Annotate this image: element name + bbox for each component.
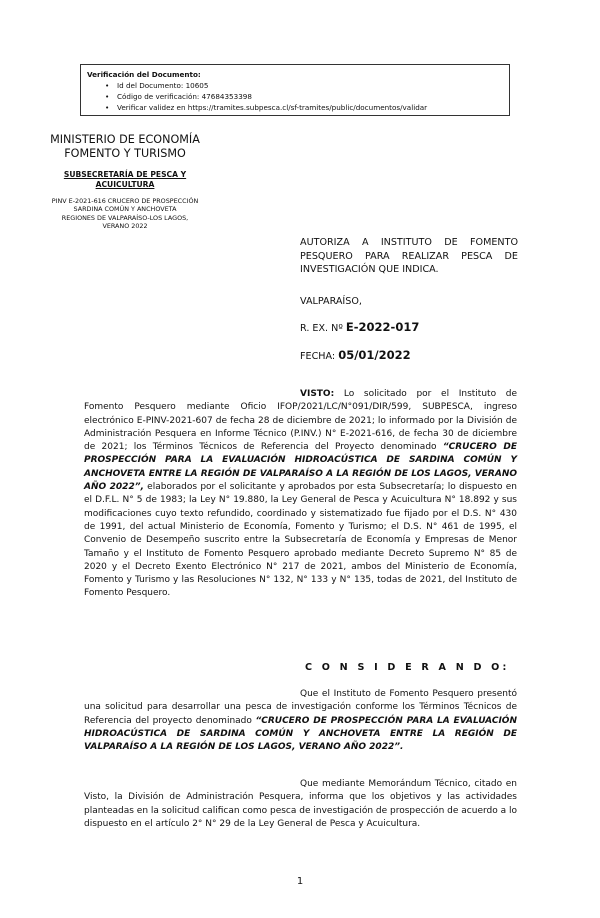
visto-text-a: Lo solicitado por el Instituto de Fomento Pesquero mediante Oficio IFOP/2021/LC/N°091/DIR/599, SUBPESCA, ingreso electrónico E-PINV-2021-607 de fecha 28 de diciembre de 2021; lo informado por la División de Administración Pesquera en Informe Técnico (P.INV.) N° E-2021-616, de fecha 30 de diciembre de 2021; los Términos Técnicos de Referencia del Proyecto denominado: [84, 389, 517, 453]
pinv-line: PINV E-2021-616 CRUCERO DE PROSPECCIÓN: [51, 197, 199, 205]
visto-text-b: elaborados por el solicitante y aprobados por esta Subsecretaría; lo dispuesto en el D.F.L. N° 5 de 1983; la Ley N° 19.880, la Ley General de Pesca y Acuicultura N° 18.892 y sus modificaciones cuyo texto refundido, coordinado y sistematizado fue fijado por el D.S. N° 430 de 1991, del actual Ministerio de Economía, Fomento y Turismo; el D.S. N° 461 de 1995, el Convenio de Desempeño suscrito entre la Subsecretaría de Economía y Empresas de Menor Tamaño y el Instituto de Fomento Pesquero aprobado mediante Decreto Supremo N° 85 de 2020 y el Decreto Exento Electrónico N° 217 de 2021, ambos del Ministerio de Economía, Fomento y Turismo y las Resoluciones N° 132, N° 133 y N° 135, todas de 2021, del Instituto de Fomento Pesquero.: [84, 482, 518, 599]
verification-url[interactable]: • Verificar validez en https://tramites.subpesca.cl/sf-tramites/public/documentos/validar: [117, 102, 503, 113]
pinv-line: REGIONES DE VALPARAÍSO-LOS LAGOS,: [61, 213, 189, 222]
subsecretaria-line-1: SUBSECRETARÍA DE PESCA Y: [63, 170, 187, 179]
rex-label: R. EX. Nº: [300, 323, 343, 334]
considerando-1-project-title: “CRUCERO DE PROSPECCIÓN PARA LA EVALUACIÓN HIDROACÚSTICA DE SARDINA COMÚN Y ANCHOVETA ENTRE LA REGIÓN DE VALPARAÍSO A LA REGIÓN DE LOS LAGOS, VERANO AÑO 2022”.: [84, 715, 517, 753]
resolution-date: [300, 348, 411, 362]
subsecretaria-name: [30, 170, 220, 190]
pinv-reference: [30, 197, 220, 231]
rex-value: E-2022-017: [345, 320, 420, 334]
considerando-paragraph-1: [84, 688, 517, 754]
fecha-value: 05/01/2022: [338, 348, 411, 362]
verification-title: Verificación del Documento:: [87, 70, 201, 79]
visto-project-title: “CRUCERO DE PROSPECCIÓN PARA LA EVALUACIÓN HIDROACÚSTICA DE SARDINA COMÚN Y ANCHOVETA ENTRE LA REGIÓN DE VALPARAÍSO A LA REGIÓN DE LOS LAGOS, VERANO AÑO 2022”,: [84, 442, 517, 493]
fecha-label: FECHA:: [300, 351, 336, 362]
resolution-number: [300, 320, 419, 334]
place-label: VALPARAÍSO,: [300, 296, 362, 307]
considerando-2-text: Que mediante Memorándum Técnico, citado en Visto, la División de Administración Pesquera, informa que los objetivos y las actividades planteadas en la solicitud califican como pesca de investigación de prospección de acuerdo a lo dispuesto en el artículo 2° N° 29 de la Ley General de Pesca y Acuicultura.: [84, 779, 517, 829]
ministry-line-2: FOMENTO Y TURISMO: [64, 147, 186, 160]
ministry-line-1: MINISTERIO DE ECONOMÍA: [50, 133, 200, 146]
considerando-heading: C O N S I D E R A N D O:: [305, 662, 510, 673]
pinv-line: VERANO 2022: [102, 222, 148, 231]
verification-id: • Id del Documento: 10605: [117, 80, 503, 91]
verification-box: [80, 64, 510, 116]
visto-label: VISTO:: [300, 389, 335, 399]
verification-list: [87, 80, 503, 113]
ministry-name: [30, 133, 220, 161]
resolution-summary: AUTORIZA A INSTITUTO DE FOMENTO PESQUERO PARA REALIZAR PESCA DE INVESTIGACIÓN QUE INDICA.: [300, 237, 518, 275]
verification-code: • Código de verificación: 47684353398: [117, 91, 503, 102]
considerando-paragraph-2: [84, 778, 517, 831]
page-number: 1: [296, 876, 304, 887]
subsecretaria-line-2: ACUICULTURA: [95, 180, 155, 189]
visto-paragraph: [84, 388, 517, 601]
pinv-line: SARDINA COMÚN Y ANCHOVETA: [73, 205, 177, 214]
considerando-1-text: Que el Instituto de Fomento Pesquero presentó una solicitud para desarrollar una pesca de investigación conforme los Términos Técnicos de Referencia del proyecto denominado: [84, 689, 517, 726]
